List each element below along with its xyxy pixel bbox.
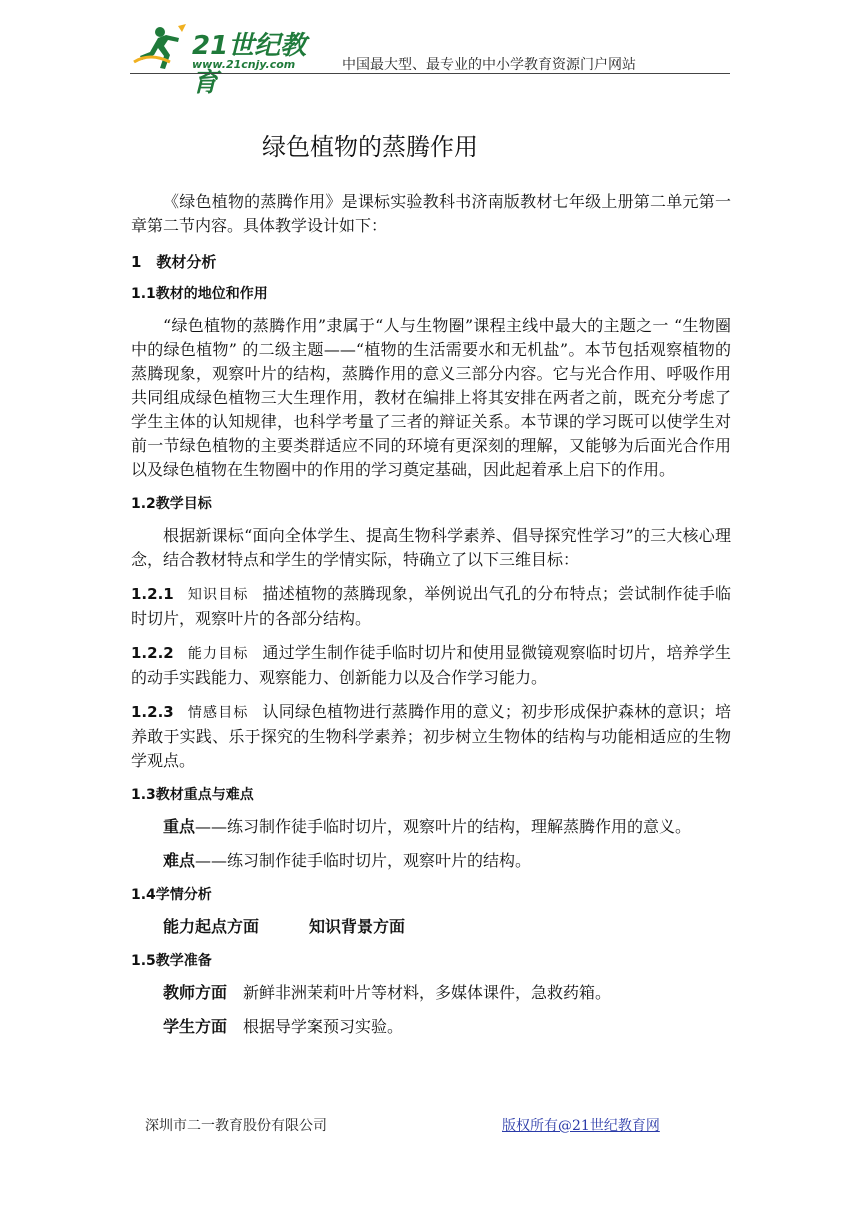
section-1-3-heading: 1.3教材重点与难点 xyxy=(131,787,254,803)
section-1-2-body: 根据新课标“面向全体学生、提高生物科学素养、倡导探究性学习”的三大核心理念，结合教材特点和学生的学情实际，特确立了以下三维目标： xyxy=(131,526,731,569)
section-1-1-body: “绿色植物的蒸腾作用”隶属于“人与生物圈”课程主线中最大的主题之一 “生物圈中的绿色植物” 的二级主题——“植物的生活需要水和无机盐”。本节包括观察植物的蒸腾现象，观察叶片的结构，蒸腾作用的意义三部分内容。它与光合作用、呼吸作用共同组成绿色植物三大生理作用，教材在编排上将其安排在两者之前，既充分考虑了学生主体的认知规律，也科学考量了三者的辩证关系。本节课的学习既可以使学生对前一节绿色植物的主要类群适应不同的环境有更深刻的理解，又能够为后面光合作用以及绿色植物在生物圈中的作用的学习奠定基础，因此起着承上启下的作用。 xyxy=(131,316,731,479)
goal-text: 通过学生制作徒手临时切片和使用显微镜观察临时切片，培养学生的动手实践能力、观察能力、创新能力以及合作学习能力。 xyxy=(131,643,731,687)
section-1-5-heading: 1.5教学准备 xyxy=(131,953,212,969)
teacher-preparation xyxy=(131,981,731,1005)
header-divider xyxy=(130,73,730,74)
goal-emotion xyxy=(131,700,731,773)
footer-company: 深圳市二一教育股份有限公司 xyxy=(145,1118,327,1134)
document-title: 绿色植物的蒸腾作用 xyxy=(262,133,478,161)
goal-text: 认同绿色植物进行蒸腾作用的意义；初步形成保护森林的意识；培养敢于实践、乐于探究的生物科学素养；初步树立生物体的结构与功能相适应的生物学观点。 xyxy=(131,702,731,770)
logo-url-text: www.21cnjy.com xyxy=(192,58,296,71)
difficult-point-text: ——练习制作徒手临时切片，观察叶片的结构。 xyxy=(195,851,532,870)
key-point-text: ——练习制作徒手临时切片，观察叶片的结构，理解蒸腾作用的意义。 xyxy=(195,817,692,836)
document-body xyxy=(131,190,731,1049)
goal-number: 1.2.3 xyxy=(131,703,174,721)
section-1-4-heading: 1.4学情分析 xyxy=(131,887,212,903)
goal-ability xyxy=(131,641,731,690)
goal-label: 情感目标 xyxy=(187,705,249,721)
student-text: 根据导学案预习实验。 xyxy=(243,1017,404,1036)
goal-text: 描述植物的蒸腾现象，举例说出气孔的分布特点；尝试制作徒手临时切片，观察叶片的各部分结构。 xyxy=(131,584,731,628)
learner-analysis-items xyxy=(131,915,731,939)
section-1-1-heading: 1.1教材的地位和作用 xyxy=(131,286,268,302)
student-label: 学生方面 xyxy=(163,1017,228,1036)
page-header xyxy=(130,22,730,98)
goal-number: 1.2.1 xyxy=(131,585,174,603)
key-point xyxy=(131,815,731,839)
goal-label: 知识目标 xyxy=(187,587,249,603)
key-point-label: 重点 xyxy=(163,817,196,836)
teacher-label: 教师方面 xyxy=(163,983,228,1002)
site-logo[interactable] xyxy=(130,22,330,98)
ability-start-label: 能力起点方面 xyxy=(163,917,260,936)
goal-number: 1.2.2 xyxy=(131,644,174,662)
footer-copyright-link[interactable]: 版权所有@21世纪教育网 xyxy=(502,1118,660,1134)
difficult-point-label: 难点 xyxy=(163,851,196,870)
goal-knowledge xyxy=(131,582,731,631)
knowledge-background-label: 知识背景方面 xyxy=(309,917,406,936)
goal-label: 能力目标 xyxy=(187,646,249,662)
intro-paragraph: 《绿色植物的蒸腾作用》是课标实验教科书济南版教材七年级上册第二单元第一章第二节内容。具体教学设计如下： xyxy=(131,192,731,235)
section-1-heading: 1 教材分析 xyxy=(131,253,217,271)
student-preparation xyxy=(131,1015,731,1039)
logo-brand-text: 21世纪教育 xyxy=(192,31,307,98)
runner-icon xyxy=(130,22,190,72)
site-slogan: 中国最大型、最专业的中小学教育资源门户网站 xyxy=(342,57,636,73)
section-1-2-heading: 1.2教学目标 xyxy=(131,496,212,512)
difficult-point xyxy=(131,849,731,873)
teacher-text: 新鲜非洲茉莉叶片等材料，多媒体课件，急救药箱。 xyxy=(243,983,612,1002)
